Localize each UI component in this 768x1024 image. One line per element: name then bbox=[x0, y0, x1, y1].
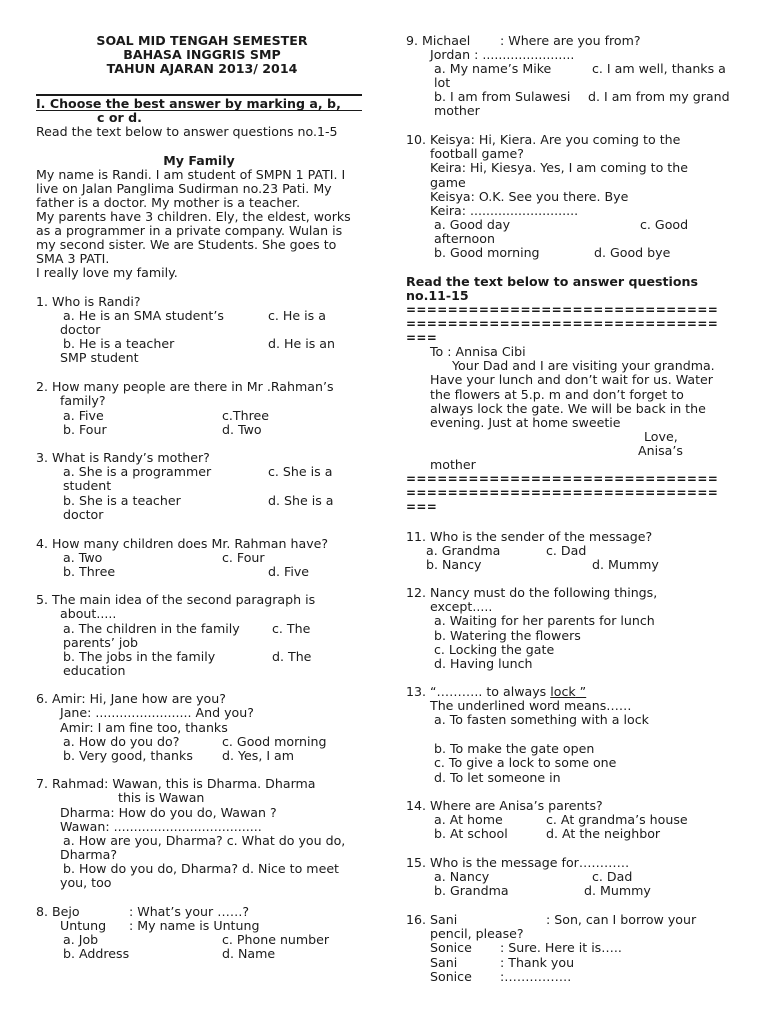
option-a: a. Waiting for her parents for lunch bbox=[434, 613, 655, 628]
option-wrap: lot bbox=[434, 75, 451, 90]
question-3: 3. What is Randy’s mother? bbox=[36, 450, 210, 465]
option-wrap: doctor bbox=[60, 322, 101, 337]
dialogue-speaker: Untung bbox=[60, 918, 107, 933]
option-wrap: mother bbox=[434, 103, 480, 118]
option-wrap: Dharma? bbox=[60, 847, 118, 862]
option-a: a. My name’s Mike bbox=[434, 61, 552, 76]
dialogue-line: : Sure. Here it is….. bbox=[500, 940, 622, 955]
option-b: b. The jobs in the family bbox=[63, 649, 216, 664]
option-a: a. Two bbox=[63, 550, 103, 565]
option-a: a. Good day bbox=[434, 217, 511, 232]
dialogue-line: Keira: Hi, Kiesya. Yes, I am coming to the bbox=[430, 160, 688, 175]
question-wrap: about..... bbox=[60, 606, 117, 621]
dialogue-line: Jane: ........................ And you? bbox=[60, 705, 254, 720]
option-a: a. Job bbox=[63, 932, 99, 947]
question-wrap: except..... bbox=[430, 599, 493, 614]
question-10: 10. Keisya: Hi, Kiera. Are you coming to the bbox=[406, 132, 681, 147]
section-intro-2: Read the text below to answer questions bbox=[406, 274, 698, 289]
option-b: b. Nancy bbox=[426, 557, 482, 572]
dialogue-line: : Son, can I borrow your bbox=[546, 912, 697, 927]
reading-line: My name is Randi. I am student of SMPN 1 PATI. I bbox=[36, 167, 346, 182]
message-line: always lock the gate. We will be back in the bbox=[430, 401, 706, 416]
option-b: b. She is a teacher bbox=[63, 493, 181, 508]
option-d: d. He is an bbox=[268, 336, 335, 351]
option-d: d. Mummy bbox=[592, 557, 659, 572]
message-line: evening. Just at home sweetie bbox=[430, 415, 621, 430]
dialogue-speaker: Sani bbox=[430, 955, 458, 970]
dialogue-line: Jordan : ....................... bbox=[430, 47, 575, 62]
option-c: c. He is a bbox=[268, 308, 326, 323]
divider: === bbox=[406, 331, 438, 345]
option-c: c. At grandma’s house bbox=[546, 812, 688, 827]
option-d: d. Yes, I am bbox=[222, 748, 295, 763]
question-7: 7. Rahmad: Wawan, this is Dharma. Dharma bbox=[36, 776, 316, 791]
option-d: d. Two bbox=[222, 422, 262, 437]
reading-line: My parents have 3 children. Ely, the eldest, works bbox=[36, 209, 351, 224]
option-a: a. Five bbox=[63, 408, 104, 423]
dialogue-line: Wawan: ..................................... bbox=[60, 819, 262, 834]
option-c: c.Three bbox=[222, 408, 269, 423]
option-c: c. She is a bbox=[268, 464, 333, 479]
question-6: 6. Amir: Hi, Jane how are you? bbox=[36, 691, 226, 706]
question-4: 4. How many children does Mr. Rahman have? bbox=[36, 536, 329, 551]
heading-rule-bottom bbox=[36, 110, 362, 111]
dialogue-line: Dharma: How do you do, Wawan ? bbox=[60, 805, 277, 820]
question-16: 16. Sani bbox=[406, 912, 458, 927]
dialogue-line: : Where are you from? bbox=[500, 33, 641, 48]
option-b: b. Grandma bbox=[434, 883, 509, 898]
option-c: c. Phone number bbox=[222, 932, 330, 947]
question-2: 2. How many people are there in Mr .Rahman’s bbox=[36, 379, 334, 394]
divider: ============================== bbox=[406, 303, 719, 317]
option-a: a. Nancy bbox=[434, 869, 490, 884]
option-c: c. Dad bbox=[592, 869, 633, 884]
question-wrap: The underlined word means…… bbox=[430, 698, 632, 713]
message-signature: Anisa’s bbox=[638, 443, 683, 458]
question-12: 12. Nancy must do the following things, bbox=[406, 585, 658, 600]
dialogue-line: : What’s your ……? bbox=[129, 904, 250, 919]
option-wrap: afternoon bbox=[434, 231, 495, 246]
question-13-close: ” bbox=[575, 684, 587, 699]
option-c: c. Four bbox=[222, 550, 265, 565]
option-d: d. At the neighbor bbox=[546, 826, 661, 841]
message-line: Have your lunch and don’t wait for us. Water bbox=[430, 372, 713, 387]
option-a: a. At home bbox=[434, 812, 503, 827]
reading-title: My Family bbox=[163, 153, 235, 168]
reading-line: live on Jalan Panglima Sudirman no.23 Pati. My bbox=[36, 181, 332, 196]
dialogue-speaker: Sonice bbox=[430, 969, 472, 984]
question-1: 1. Who is Randi? bbox=[36, 294, 141, 309]
option-d: d. Five bbox=[268, 564, 310, 579]
option-b: b. He is a teacher bbox=[63, 336, 175, 351]
section-intro: Read the text below to answer questions no.1-5 bbox=[36, 124, 338, 139]
exam-title: SOAL MID TENGAH SEMESTER bbox=[96, 33, 308, 48]
option-c: c. Locking the gate bbox=[434, 642, 555, 657]
dialogue-speaker: Sonice bbox=[430, 940, 472, 955]
option-a-c: a. How are you, Dharma? c. What do you do, bbox=[63, 833, 346, 848]
dialogue-line: Amir: I am fine too, thanks bbox=[60, 720, 228, 735]
dialogue-line: Keisya: O.K. See you there. Bye bbox=[430, 189, 629, 204]
dialogue-line: : Thank you bbox=[500, 955, 575, 970]
option-b: b. Watering the flowers bbox=[434, 628, 581, 643]
option-b: b. Very good, thanks bbox=[63, 748, 193, 763]
dialogue-line: pencil, please? bbox=[430, 926, 524, 941]
option-d: d. I am from my grand bbox=[588, 89, 730, 104]
option-b-d: b. How do you do, Dharma? d. Nice to meet bbox=[63, 861, 339, 876]
option-c: c. The bbox=[272, 621, 311, 636]
section-heading: I. Choose the best answer by marking a, b, bbox=[36, 96, 341, 111]
option-d: d. The bbox=[272, 649, 312, 664]
message-to: To : Annisa Cibi bbox=[430, 344, 526, 359]
option-c: c. Dad bbox=[546, 543, 587, 558]
divider: ============================== bbox=[406, 317, 719, 331]
option-b: b. To make the gate open bbox=[434, 741, 595, 756]
underlined-word: lock bbox=[550, 684, 576, 699]
question-14: 14. Where are Anisa’s parents? bbox=[406, 798, 603, 813]
option-wrap: SMP student bbox=[60, 350, 139, 365]
option-b: b. Three bbox=[63, 564, 116, 579]
option-b: b. Four bbox=[63, 422, 107, 437]
option-c: c. I am well, thanks a bbox=[592, 61, 726, 76]
option-wrap: parents’ job bbox=[63, 635, 139, 650]
option-c: c. Good morning bbox=[222, 734, 327, 749]
message-signature: mother bbox=[430, 457, 476, 472]
option-d: d. Good bye bbox=[594, 245, 671, 260]
question-8: 8. Bejo bbox=[36, 904, 80, 919]
option-c: c. To give a lock to some one bbox=[434, 755, 617, 770]
section-intro-2-cont: no.11-15 bbox=[406, 288, 469, 303]
dialogue-line: :……………. bbox=[500, 969, 572, 984]
option-wrap: doctor bbox=[63, 507, 104, 522]
divider: === bbox=[406, 500, 438, 514]
dialogue-line: football game? bbox=[430, 146, 524, 161]
option-d: d. She is a bbox=[268, 493, 334, 508]
option-a: a. The children in the family bbox=[63, 621, 240, 636]
exam-subject: BAHASA INGGRIS SMP bbox=[123, 47, 281, 62]
option-wrap: you, too bbox=[60, 875, 112, 890]
option-wrap: education bbox=[63, 663, 126, 678]
option-a: a. Grandma bbox=[426, 543, 501, 558]
dialogue-line: game bbox=[430, 175, 466, 190]
option-d: d. Mummy bbox=[584, 883, 651, 898]
exam-year: TAHUN AJARAN 2013/ 2014 bbox=[106, 61, 298, 76]
section-heading-cont: c or d. bbox=[97, 110, 142, 125]
option-b: b. At school bbox=[434, 826, 508, 841]
question-15: 15. Who is the message for………… bbox=[406, 855, 630, 870]
option-d: d. Name bbox=[222, 946, 276, 961]
option-a: a. How do you do? bbox=[63, 734, 180, 749]
reading-line: I really love my family. bbox=[36, 265, 178, 280]
question-11: 11. Who is the sender of the message? bbox=[406, 529, 653, 544]
option-b: b. I am from Sulawesi bbox=[434, 89, 571, 104]
option-b: b. Address bbox=[63, 946, 130, 961]
option-wrap: student bbox=[63, 478, 112, 493]
question-9: 9. Michael bbox=[406, 33, 471, 48]
dialogue-line: Keira: ........................... bbox=[430, 203, 579, 218]
option-d: d. To let someone in bbox=[434, 770, 561, 785]
message-line: Your Dad and I are visiting your grandma. bbox=[452, 358, 715, 373]
option-a: a. To fasten something with a lock bbox=[434, 712, 649, 727]
option-a: a. He is an SMA student’s bbox=[63, 308, 224, 323]
question-13-text: 13. “……….. to always bbox=[406, 684, 551, 699]
reading-line: as a programmer in a private company. Wulan is bbox=[36, 223, 343, 238]
dialogue-line: this is Wawan bbox=[118, 790, 205, 805]
option-a: a. She is a programmer bbox=[63, 464, 212, 479]
reading-line: my second sister. We are Students. She goes to bbox=[36, 237, 337, 252]
divider: ============================== bbox=[406, 472, 719, 486]
option-d: d. Having lunch bbox=[434, 656, 533, 671]
question-wrap: family? bbox=[60, 393, 106, 408]
message-closing: Love, bbox=[644, 429, 678, 444]
reading-line: father is a doctor. My mother is a teacher. bbox=[36, 195, 301, 210]
dialogue-line: : My name is Untung bbox=[129, 918, 260, 933]
message-line: the flowers at 5.p. m and don’t forget to bbox=[430, 387, 684, 402]
option-b: b. Good morning bbox=[434, 245, 540, 260]
divider: ============================== bbox=[406, 486, 719, 500]
option-c: c. Good bbox=[640, 217, 689, 232]
reading-line: SMA 3 PATI. bbox=[36, 251, 110, 266]
question-5: 5. The main idea of the second paragraph is bbox=[36, 592, 316, 607]
